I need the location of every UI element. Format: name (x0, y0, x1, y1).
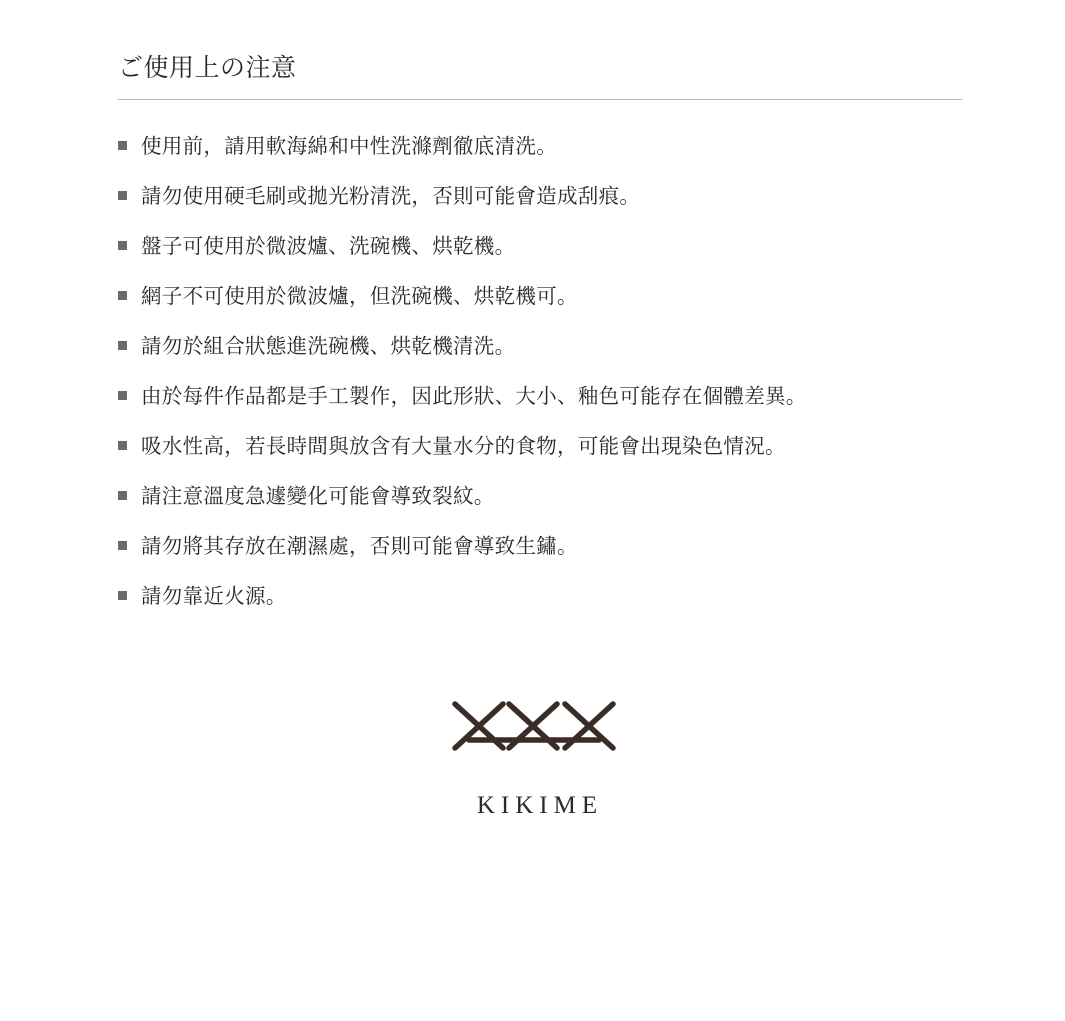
list-item-label: 使用前，請用軟海綿和中性洗滌劑徹底清洗。 (141, 134, 557, 158)
square-bullet-icon (118, 441, 127, 450)
square-bullet-icon (118, 391, 127, 400)
page-title: ご使用上の注意 (118, 54, 297, 82)
square-bullet-icon (118, 541, 127, 550)
list-item (118, 272, 962, 322)
square-bullet-icon (118, 591, 127, 600)
list-item-label: 請注意溫度急遽變化可能會導致裂紋。 (141, 484, 495, 508)
square-bullet-icon (118, 141, 127, 150)
square-bullet-icon (118, 491, 127, 500)
list-item-label: 請勿使用硬毛刷或拋光粉清洗，否則可能會造成刮痕。 (141, 184, 641, 208)
square-bullet-icon (118, 291, 127, 300)
square-bullet-icon (118, 241, 127, 250)
kikime-crosses-logo-icon (447, 692, 633, 778)
list-item-label: 盤子可使用於微波爐、洗碗機、烘乾機。 (141, 234, 516, 258)
usage-notes-section (118, 52, 962, 819)
list-item (118, 472, 962, 522)
list-item (118, 422, 962, 472)
list-item (118, 372, 962, 422)
list-item-label: 請勿靠近火源。 (141, 584, 287, 608)
list-item-label: 吸水性高，若長時間與放含有大量水分的食物，可能會出現染色情況。 (141, 434, 786, 458)
list-item (118, 222, 962, 272)
usage-notes-list (118, 122, 962, 622)
title-divider (118, 99, 962, 100)
list-item-label: 網子不可使用於微波爐，但洗碗機、烘乾機可。 (141, 284, 578, 308)
brand-name: KIKIME (476, 792, 604, 819)
square-bullet-icon (118, 341, 127, 350)
list-item-label: 請勿於組合狀態進洗碗機、烘乾機清洗。 (141, 334, 516, 358)
list-item-label: 由於每件作品都是手工製作，因此形狀、大小、釉色可能存在個體差異。 (141, 384, 807, 408)
list-item (118, 522, 962, 572)
list-item-label: 請勿將其存放在潮濕處，否則可能會導致生鏽。 (141, 534, 578, 558)
list-item (118, 322, 962, 372)
square-bullet-icon (118, 191, 127, 200)
list-item (118, 172, 962, 222)
list-item (118, 572, 962, 622)
brand-block (118, 692, 962, 820)
list-item (118, 122, 962, 172)
